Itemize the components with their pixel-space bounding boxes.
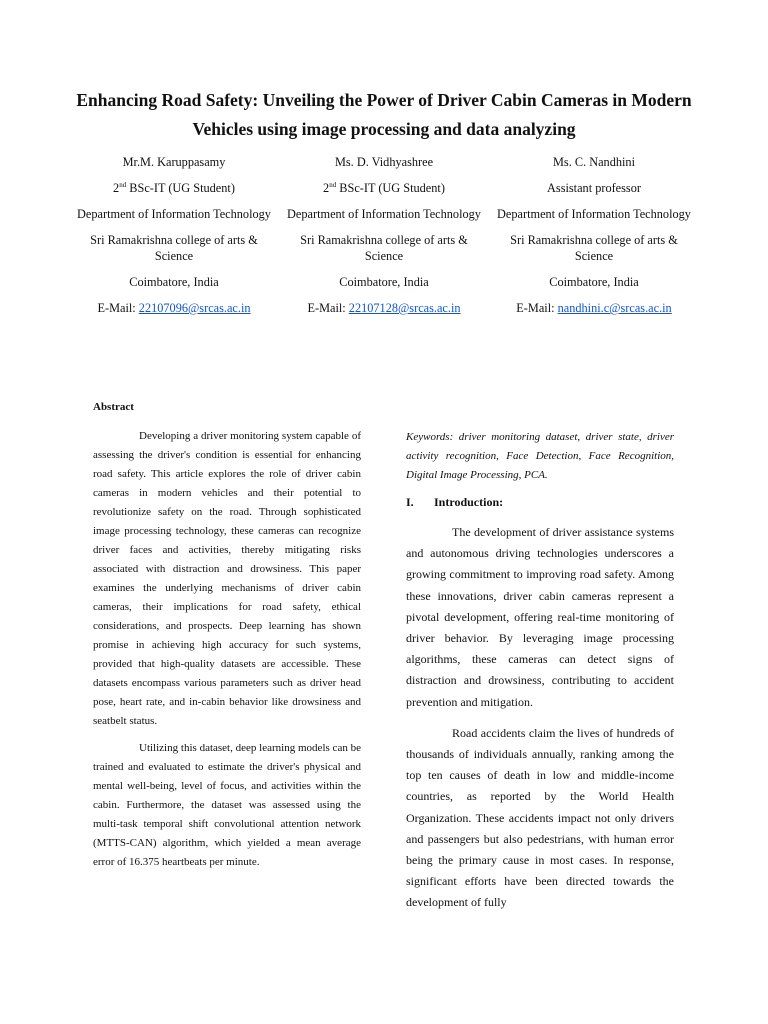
author-location: Coimbatore, India (129, 275, 219, 289)
author-email: E-Mail: 22107096@srcas.ac.in (97, 301, 251, 315)
section-heading (406, 495, 674, 510)
author-college: Sri Ramakrishna college of arts & Science (510, 233, 678, 263)
abstract-section (93, 401, 361, 872)
abstract-paragraph: Developing a driver monitoring system capable of assessing the driver's condition is essential for enhancing road safety. This article explores the role of driver cabin cameras in modern vehicles and their potential to revolutionize safety on the road. Through sophisticated image processing technology, these cameras can recognize driver faces and activities, thereby mitigating risks associated with distraction and drowsiness. This paper examines the underlying mechanisms of driver cabin cameras, their implications for road safety, ethical considerations, and prospects. Deep learning has shown promise in achieving high accuracy for such systems, provided that high-quality datasets are accessible. These datasets encompass various parameters such as driver head pose, heart rate, and in-cabin behavior like drowsiness and seatbelt status. (93, 430, 361, 727)
paper-title: Enhancing Road Safety: Unveiling the Power of Driver Cabin Cameras in Modern Vehicles using image processing and data analyzing (76, 90, 692, 139)
author-2 (284, 154, 484, 326)
author-email: E-Mail: 22107128@srcas.ac.in (307, 301, 461, 315)
email-link[interactable]: 22107128@srcas.ac.in (348, 301, 461, 315)
keywords (406, 428, 674, 485)
author-role: 2nd BSc-IT (UG Student) (113, 180, 235, 195)
author-name: Ms. C. Nandhini (553, 155, 635, 169)
author-location: Coimbatore, India (549, 275, 639, 289)
author-department: Department of Information Technology (287, 207, 481, 221)
author-1 (74, 154, 274, 326)
email-link[interactable]: nandhini.c@srcas.ac.in (557, 301, 672, 315)
author-college: Sri Ramakrishna college of arts & Science (90, 233, 258, 263)
author-name: Ms. D. Vidhyashree (334, 155, 434, 169)
body-paragraph: Road accidents claim the lives of hundreds of thousands of individuals annually, ranking among the top ten causes of death in low and middle-income countries, as reported by the World Health Organization. These accidents impact not only drivers and passengers but also pedestrians, with human error being the primary cause in most cases. In response, significant efforts have been directed towards the development of fully (406, 725, 674, 910)
author-college: Sri Ramakrishna college of arts & Science (300, 233, 468, 263)
body-paragraph: The development of driver assistance systems and autonomous driving technologies underscores a growing commitment to improving road safety. Among these innovations, driver cabin cameras represent a pivotal development, offering real-time monitoring of driver behavior. By leveraging image processing algorithms, these cameras can detect signs of distraction and drowsiness, contributing to accident prevention and mitigation. (406, 525, 674, 709)
author-role: Assistant professor (547, 181, 641, 195)
author-3 (494, 154, 694, 326)
author-location: Coimbatore, India (339, 275, 429, 289)
author-department: Department of Information Technology (77, 207, 271, 221)
author-block (74, 154, 694, 326)
author-department: Department of Information Technology (497, 207, 691, 221)
email-link[interactable]: 22107096@srcas.ac.in (138, 301, 251, 315)
section-number: I. (406, 495, 414, 509)
author-name: Mr.M. Karuppasamy (122, 155, 226, 169)
section-title: Introduction: (434, 495, 504, 509)
author-email: E-Mail: nandhini.c@srcas.ac.in (516, 301, 672, 315)
body-column (406, 428, 674, 914)
abstract-paragraph: Utilizing this dataset, deep learning models can be trained and evaluated to estimate the driver's physical and mental well-being, level of focus, and activities within the cabin. Furthermore, the dataset was assessed using the multi-task temporal shift convolutional attention network (MTTS-CAN) algorithm, which yielded a mean average error of 16.375 heartbeats per minute. (93, 742, 361, 868)
keywords-text: driver monitoring dataset, driver state, driver activity recognition, Face Detection, Face Recognition, Digital Image Processing, PCA. (406, 431, 674, 481)
author-role: 2nd BSc-IT (UG Student) (323, 180, 445, 195)
keywords-label: Keywords: (406, 431, 454, 443)
abstract-heading: Abstract (93, 401, 134, 413)
